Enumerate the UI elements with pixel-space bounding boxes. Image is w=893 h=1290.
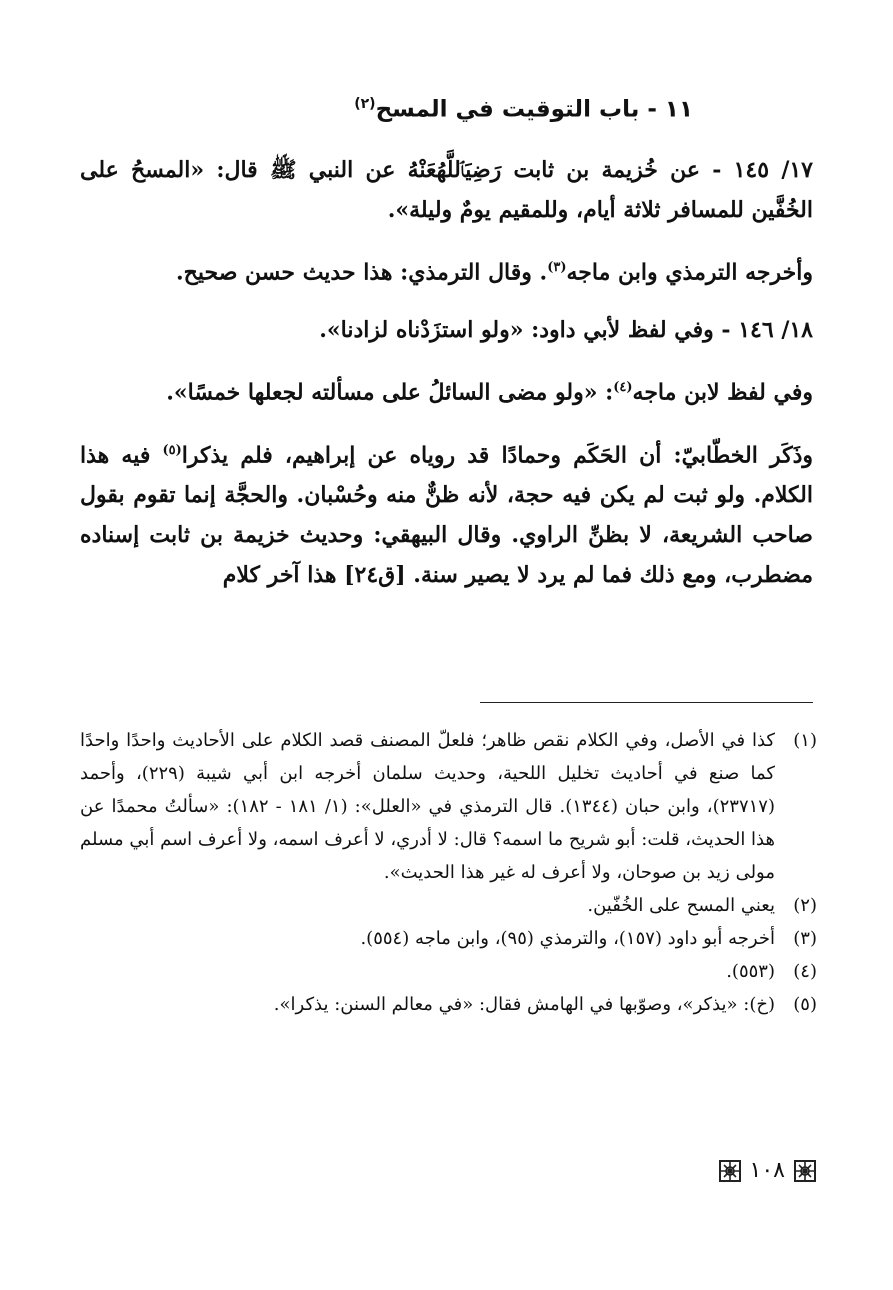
footnote-ref: (٤) — [613, 380, 633, 396]
paragraph-text: وذَكَر الخطّابيّ: أن الحَكَم وحمادًا قد روياه عن إبراهيم، فلم يذكرا — [181, 441, 813, 468]
page-footer — [718, 1158, 817, 1183]
paragraph-text: . وقال الترمذي: هذا حديث حسن صحيح. — [176, 259, 548, 286]
paragraph-text: : «ولو مضى السائلُ على مسألته لجعلها خمسًا». — [166, 379, 614, 406]
main-text — [80, 150, 813, 595]
page-number: ١٠٨ — [749, 1158, 785, 1183]
chapter-title: باب التوقيت في المسح — [375, 96, 640, 123]
footnote — [80, 955, 817, 988]
paragraph — [80, 150, 813, 230]
paragraph — [80, 248, 813, 292]
footnote-ref: (٣) — [547, 260, 567, 275]
chapter-note-ref: (٢) — [354, 96, 376, 112]
footnote-number: (٤) — [793, 961, 817, 982]
footnote-text: (٥٥٣). — [726, 961, 775, 982]
paragraph-text: وأخرجه الترمذي وابن ماجه — [566, 259, 813, 286]
chapter-number: ١١ - — [647, 96, 693, 123]
footnote-number: (٣) — [793, 928, 817, 949]
paragraph — [80, 310, 813, 350]
footnote — [80, 922, 817, 955]
paragraph — [80, 368, 813, 412]
footnote-text: كذا في الأصل، وفي الكلام نقص ظاهر؛ فلعلّ المصنف قصد الكلام على الأحاديث واحدًا واحدًا كما صنع في أحاديث تخليل اللحية، وحديث سلمان أخرجه ابن أبي شيبة (٢٢٩)، وأحمد (٢٣٧١٧)، وابن حبان (١٣٤٤). قال الترمذي في «العلل»: (١/ ١٨١ - ١٨٢): «سألتُ محمدًا عن هذا الحديث، قلت: أبو شريح ما اسمه؟ قال: لا أدري، لا أعرف اسمه، ولا أعرف اسم أبي مسلم مولى زيد بن صوحان، ولا أعرف له غير هذا الحديث». — [80, 730, 775, 883]
footnote-text: (خ): «يذكر»، وصوّبها في الهامش فقال: «في معالم السنن: يذكرا». — [273, 994, 775, 1015]
paragraph-text: ١٧/ ١٤٥ - عن خُزيمة بن ثابت رَضِيَٱللَّهُعَنْهُ عن النبي ﷺ قال: «المسحُ على الخُفَّين للمسافر ثلاثة أيام، وللمقيم يومٌ وليلة». — [80, 157, 813, 223]
paragraph-text: وفي لفظ لابن ماجه — [632, 379, 813, 406]
footnotes — [80, 724, 817, 1021]
paragraph-text: ١٨/ ١٤٦ - وفي لفظ لأبي داود: «ولو استزَدْناه لزادنا». — [319, 317, 813, 344]
paragraph — [80, 431, 813, 595]
footnote-divider — [480, 702, 813, 703]
decorative-knot-icon — [718, 1159, 742, 1183]
footnote — [80, 889, 817, 922]
footnote-ref: (٥) — [162, 442, 182, 458]
footnote — [80, 988, 817, 1021]
footnote-text: أخرجه أبو داود (١٥٧)، والترمذي (٩٥)، وابن ماجه (٥٥٤). — [360, 928, 775, 949]
chapter-heading — [93, 96, 693, 123]
footnote-number: (٥) — [793, 994, 817, 1015]
footnote — [80, 724, 817, 889]
paragraph-text: فيه هذا الكلام. ولو ثبت لم يكن فيه حجة، لأنه ظنٌّ منه وحُسْبان. والحجَّة إنما تقوم بقول صاحب الشريعة، لا بظنِّ الراوي. وقال البيهقي: وحديث خزيمة بن ثابت إسناده مضطرب، ومع ذلك فما لم يرد لا يصير سنة. [ق٢٤] هذا آخر كلام — [80, 441, 813, 588]
footnote-number: (٢) — [793, 895, 817, 916]
decorative-knot-icon — [793, 1159, 817, 1183]
footnote-text: يعني المسح على الخُفّين. — [587, 895, 775, 916]
footnote-number: (١) — [793, 730, 817, 751]
